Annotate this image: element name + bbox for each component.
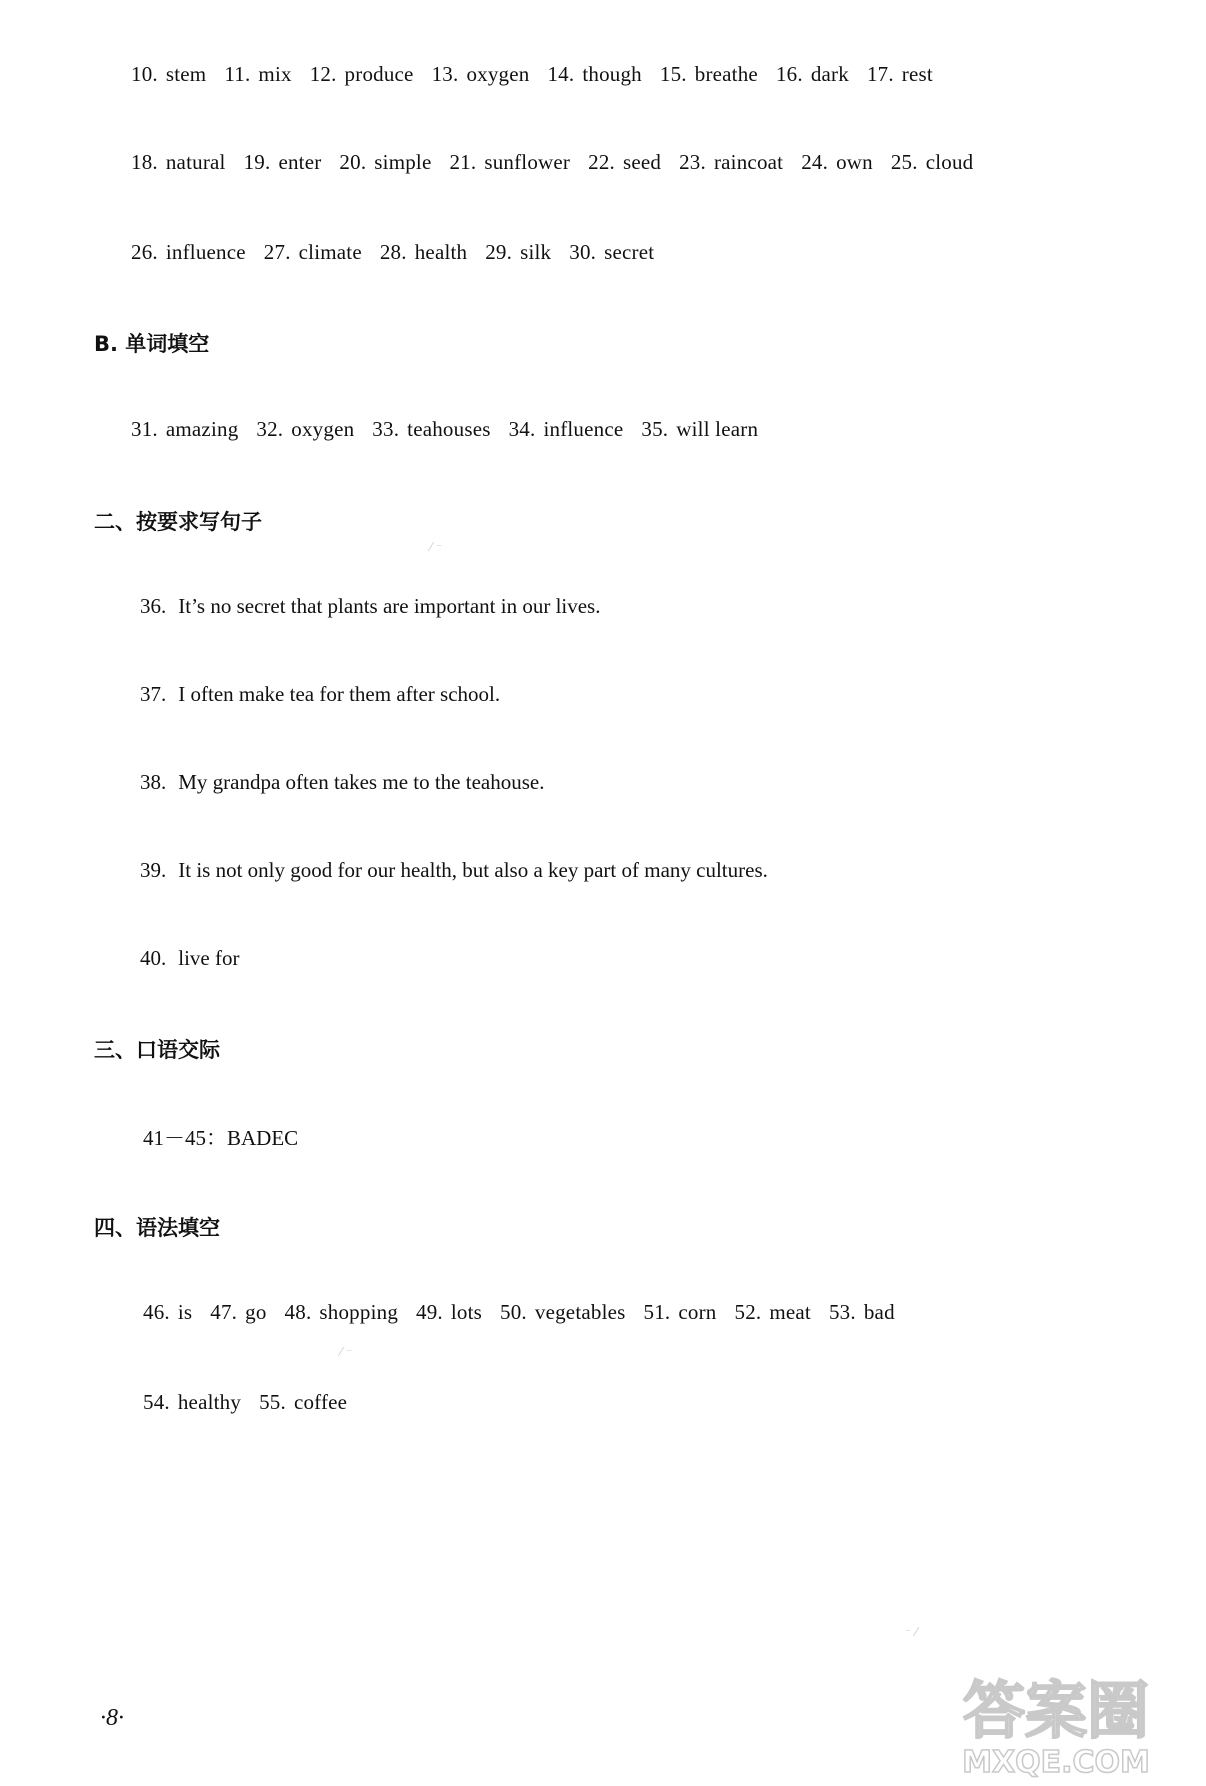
item-number: 25. — [890, 150, 918, 174]
item-answer: coffee — [293, 1390, 348, 1414]
watermark-top-text: 答案圈 — [962, 1674, 1150, 1747]
sentence-number: 36. — [140, 594, 167, 618]
item-number: 24. — [801, 150, 829, 174]
watermark-bottom-text: MXQE.COM — [962, 1745, 1150, 1780]
item-number: 29. — [485, 240, 513, 264]
item-answer: stem — [165, 62, 207, 86]
sentence-number: 39. — [140, 858, 167, 882]
item-number: 23. — [679, 150, 706, 174]
section-4-row-1 — [143, 1300, 913, 1325]
scan-speck: ⁻ ⁄ — [905, 1625, 918, 1639]
item-answer: raincoat — [713, 150, 784, 174]
page-number: ·8· — [100, 1705, 124, 1731]
item-number: 27. — [263, 240, 291, 264]
item-number: 28. — [379, 240, 407, 264]
item-number: 12. — [309, 62, 337, 86]
item-number: 22. — [588, 150, 615, 174]
section-3-answer: 41－45：BADEC — [143, 1126, 299, 1150]
sentence-38 — [140, 770, 544, 795]
item-number: 17. — [866, 62, 894, 86]
item-answer: sunflower — [484, 150, 571, 174]
item-number: 53. — [828, 1300, 856, 1324]
item-answer: will learn — [676, 417, 759, 441]
item-answer: bad — [863, 1300, 895, 1324]
item-answer: own — [836, 150, 873, 174]
section-4-row-2 — [143, 1390, 365, 1415]
item-answer: shopping — [319, 1300, 399, 1324]
item-number: 13. — [431, 62, 459, 86]
section-b-row — [131, 417, 776, 442]
sentence-text: live for — [178, 946, 240, 970]
section-b-title: B. 单词填空 — [94, 332, 210, 356]
item-answer: meat — [769, 1300, 811, 1324]
item-number: 35. — [641, 417, 669, 441]
sentence-number: 40. — [140, 946, 167, 970]
sentence-text: I often make tea for them after school. — [178, 682, 501, 706]
item-number: 26. — [131, 240, 158, 264]
item-number: 21. — [449, 150, 477, 174]
item-number: 55. — [259, 1390, 286, 1414]
item-answer: climate — [298, 240, 362, 264]
vocab-row-3 — [131, 240, 672, 265]
sentence-37 — [140, 682, 500, 707]
item-number: 47. — [210, 1300, 238, 1324]
item-number: 52. — [734, 1300, 762, 1324]
item-answer: is — [177, 1300, 193, 1324]
item-answer: dark — [810, 62, 849, 86]
section-3-title: 三、口语交际 — [94, 1038, 220, 1062]
item-number: 14. — [547, 62, 575, 86]
sentence-36 — [140, 594, 600, 619]
sentence-number: 37. — [140, 682, 167, 706]
item-answer: though — [582, 62, 642, 86]
section-4-title: 四、语法填空 — [94, 1216, 220, 1240]
watermark-logo — [906, 1660, 1196, 1780]
item-answer: oxygen — [291, 417, 355, 441]
sentence-text: My grandpa often takes me to the teahouse. — [178, 770, 545, 794]
item-answer: influence — [543, 417, 624, 441]
sentence-text: It is not only good for our health, but also a key part of many cultures. — [178, 858, 768, 882]
sentence-39 — [140, 858, 768, 883]
item-answer: oxygen — [466, 62, 530, 86]
item-answer: corn — [678, 1300, 717, 1324]
item-answer: lots — [450, 1300, 483, 1324]
sentence-40 — [140, 946, 239, 971]
item-number: 51. — [643, 1300, 671, 1324]
item-answer: natural — [165, 150, 226, 174]
item-number: 31. — [131, 417, 158, 441]
item-number: 19. — [243, 150, 271, 174]
item-answer: seed — [622, 150, 662, 174]
item-number: 46. — [143, 1300, 170, 1324]
item-answer: breathe — [694, 62, 758, 86]
item-answer: teahouses — [407, 417, 491, 441]
item-answer: vegetables — [534, 1300, 626, 1324]
item-number: 48. — [284, 1300, 312, 1324]
item-number: 50. — [500, 1300, 527, 1324]
item-answer: enter — [278, 150, 322, 174]
item-number: 33. — [372, 417, 400, 441]
item-number: 54. — [143, 1390, 170, 1414]
item-answer: secret — [604, 240, 655, 264]
item-answer: cloud — [925, 150, 974, 174]
scan-speck: ⁄ ⁻ — [430, 540, 443, 554]
item-number: 11. — [224, 62, 251, 86]
vocab-row-1 — [131, 62, 951, 87]
item-number: 16. — [775, 62, 803, 86]
item-number: 49. — [416, 1300, 443, 1324]
item-number: 34. — [508, 417, 536, 441]
item-answer: silk — [520, 240, 552, 264]
item-answer: go — [245, 1300, 267, 1324]
item-answer: amazing — [165, 417, 239, 441]
vocab-row-2 — [131, 150, 991, 175]
item-answer: mix — [258, 62, 292, 86]
item-number: 32. — [256, 417, 284, 441]
item-number: 30. — [569, 240, 597, 264]
item-answer: influence — [165, 240, 246, 264]
item-answer: simple — [374, 150, 432, 174]
item-number: 10. — [131, 62, 158, 86]
item-answer: healthy — [177, 1390, 242, 1414]
item-number: 15. — [659, 62, 687, 86]
item-answer: health — [414, 240, 468, 264]
item-answer: produce — [344, 62, 414, 86]
section-2-title: 二、按要求写句子 — [94, 510, 262, 534]
sentence-text: It’s no secret that plants are important in our lives. — [178, 594, 601, 618]
scan-speck: ⁄ ⁻ — [340, 1345, 353, 1359]
sentence-number: 38. — [140, 770, 167, 794]
item-number: 20. — [339, 150, 367, 174]
item-number: 18. — [131, 150, 158, 174]
item-answer: rest — [901, 62, 933, 86]
